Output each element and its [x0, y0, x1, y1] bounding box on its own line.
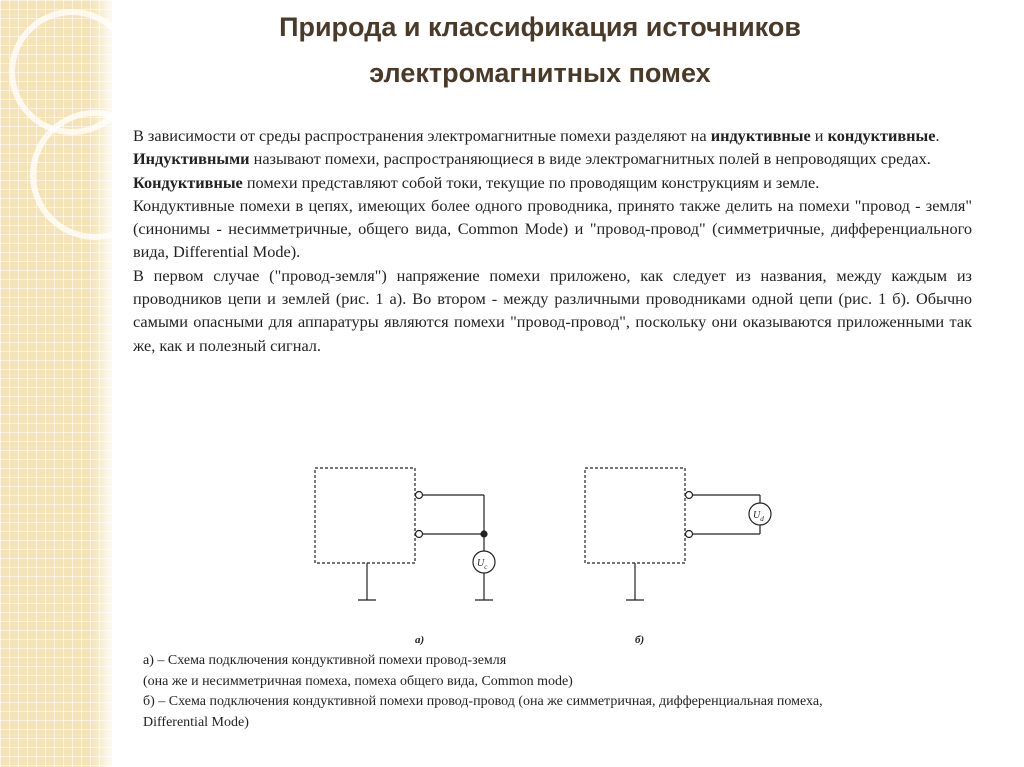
- device-box-b: [585, 468, 685, 563]
- term-conductive: кондуктивные: [827, 126, 936, 145]
- slide-title: [170, 4, 910, 96]
- schematic-b: [585, 468, 771, 600]
- figure-label-b: б): [635, 634, 645, 646]
- paragraph-5: В первом случае ("провод-земля") напряжение помехи приложено, как следует из названия, между каждым из проводников цепи и землей (рис. 1 а). Во втором - между различными проводниками одной цепи (рис. 1 б). Обычно самыми опасными для аппаратуры являются помехи "провод-провод", поскольку они оказываются приложенными так же, как и полезный сигнал.: [133, 265, 972, 355]
- source-b-label: $U_d$: [753, 510, 764, 523]
- schematic-a: [315, 468, 495, 600]
- terminal-a-2: [416, 531, 423, 538]
- paragraph-1: [133, 124, 972, 147]
- paragraph-2-text: называют помехи, распространяющиеся в виде электромагнитных полей в непроводящих средах.: [249, 149, 931, 169]
- paragraph-1-and: и: [810, 126, 828, 145]
- decorative-circles: [0, 0, 140, 260]
- title-line-2: электромагнитных помех: [369, 58, 711, 88]
- paragraph-2: [133, 147, 972, 170]
- paragraph-2-term: Индуктивными: [133, 149, 250, 169]
- paragraph-1-end: .: [935, 126, 940, 145]
- paragraph-4: Кондуктивные помехи в цепях, имеющих более одного проводника, принято также делить на помехи "провод - земля" (синонимы - несимметричные, общего вида, Common Mode) и "провод-провод" (симметричные, дифференциального вида, Differential Mode).: [133, 195, 972, 262]
- device-box-a: [315, 468, 415, 563]
- paragraph-3: [133, 171, 972, 194]
- terminal-b-2: [686, 531, 693, 538]
- title-line-1: Природа и классификация источников: [279, 12, 801, 42]
- paragraph-3-term: Кондуктивные: [133, 172, 243, 192]
- term-inductive: индуктивные: [710, 126, 811, 145]
- caption-line-4: Differential Mode): [143, 714, 249, 730]
- caption-line-3: б) – Схема подключения кондуктивной помехи провод-провод (она же симметричная, дифференциальная помеха,: [143, 694, 823, 710]
- paragraph-1-text: В зависимости от среды распространения электромагнитные помехи разделяют на: [133, 126, 711, 145]
- body-text: [133, 124, 972, 357]
- caption-line-2: (она же и несимметричная помеха, помеха общего вида, Common mode): [143, 673, 573, 689]
- figure-label-a: а): [415, 634, 425, 646]
- terminal-a-1: [416, 492, 423, 499]
- terminal-b-1: [686, 492, 693, 499]
- caption-line-1: а) – Схема подключения кондуктивной помехи провод-земля: [143, 653, 507, 668]
- figure-captions: [143, 651, 983, 733]
- circuit-diagram: [305, 462, 785, 652]
- source-a-label: $U_c$: [477, 558, 488, 571]
- paragraph-3-text: помехи представляют собой токи, текущие по проводящим конструкциям и земле.: [242, 172, 820, 192]
